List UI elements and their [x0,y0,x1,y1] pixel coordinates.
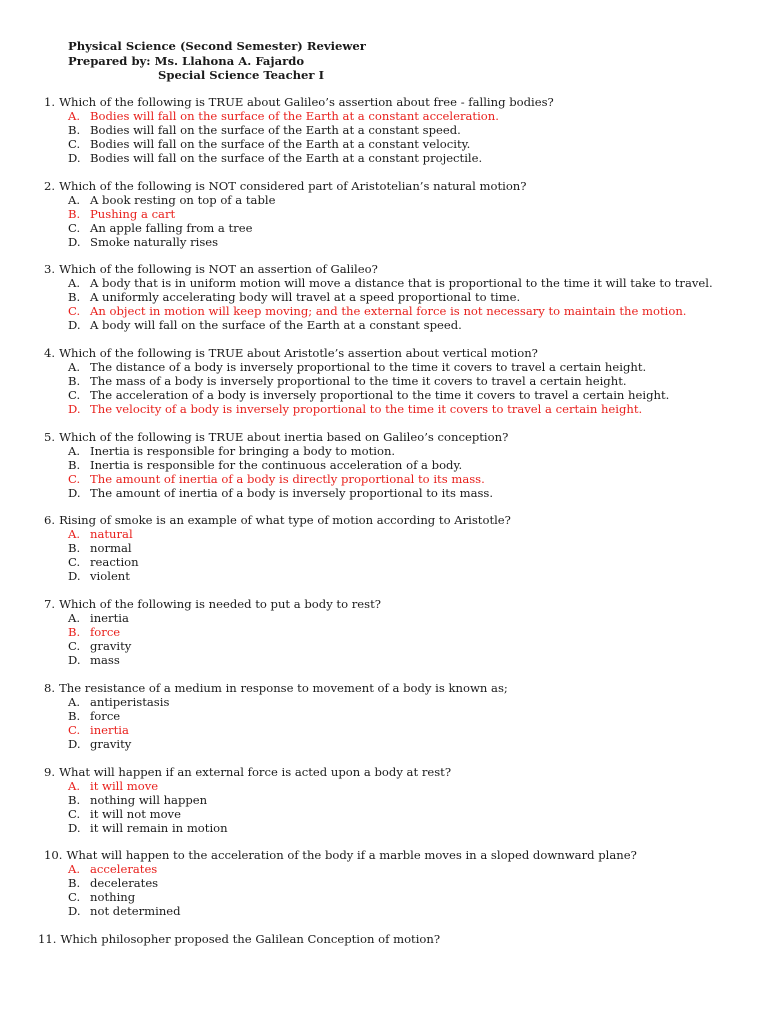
question-number: 5. [44,429,56,444]
option-letter: B. [68,374,81,389]
answer-option-correct [0,862,718,876]
option-text: antiperistasis [90,694,170,709]
option-letter: A. [68,611,81,626]
option-letter: B. [68,708,81,723]
option-letter: C. [68,388,81,403]
answer-option-correct [0,304,718,318]
option-text: it will not move [90,806,181,821]
question-item [0,430,768,500]
author-role: Special Science Teacher I [158,68,325,82]
answer-option [0,876,718,890]
question-stem [0,513,768,527]
option-text: The acceleration of a body is inversely proportional to the time it covers to travel a certain height. [90,388,670,403]
option-letter: A. [68,862,81,877]
option-text: nothing will happen [90,792,208,807]
option-text: A body will fall on the surface of the Earth at a constant speed. [90,318,462,333]
option-text: Inertia is responsible for bringing a body to motion. [90,443,396,458]
option-letter: D. [68,318,81,333]
answer-option-correct [0,779,718,793]
option-text: decelerates [90,876,159,891]
option-letter: D. [68,402,81,417]
option-letter: C. [68,722,81,737]
answer-option [0,695,718,709]
option-text: The velocity of a body is inversely proportional to the time it covers to travel a certain height. [90,402,643,417]
option-letter: C. [68,471,81,486]
author-line: Prepared by: Ms. Llahona A. Fajardo [68,53,305,68]
option-text: it will remain in motion [90,820,228,835]
answer-option [0,737,718,751]
option-letter: D. [68,736,81,751]
option-letter: C. [68,137,81,151]
option-letter: B. [68,541,81,556]
option-text: Bodies will fall on the surface of the Earth at a constant acceleration. [90,109,499,123]
option-text: inertia [90,722,129,737]
answer-option-correct [0,472,718,486]
answer-option [0,388,718,402]
option-letter: C. [68,304,81,319]
option-text: it will move [90,778,159,793]
option-text: Bodies will fall on the surface of the Earth at a constant projectile. [90,151,483,165]
question-number: 1. [44,95,56,109]
document-header [68,39,366,83]
question-stem [0,346,768,360]
question-stem [0,430,768,444]
option-text: An object in motion will keep moving; and the external force is not necessary to maintain the motion. [90,304,687,319]
question-text: The resistance of a medium in response to movement of a body is known as; [59,680,508,695]
option-letter: A. [68,109,81,123]
question-stem [0,262,768,276]
question-text: Which of the following is TRUE about Galileo’s assertion about free - falling bodies? [59,95,554,109]
answer-option [0,611,718,625]
option-letter: D. [68,234,81,249]
question-stem [0,95,768,109]
question-stem [0,848,768,862]
question-text: Which of the following is TRUE about Aristotle’s assertion about vertical motion? [59,346,538,361]
option-letter: D. [68,820,81,835]
answer-option [0,890,718,904]
question-item [0,95,768,165]
option-text: mass [90,653,120,668]
question-item [0,848,768,918]
question-number: 11. [38,931,57,946]
option-text: inertia [90,611,129,626]
question-item [0,932,768,946]
answer-option-correct [0,109,718,123]
option-letter: D. [68,569,81,584]
question-number: 4. [44,346,56,361]
answer-option [0,793,718,807]
question-item [0,179,768,249]
option-letter: A. [68,276,81,291]
answer-option [0,458,718,472]
question-item [0,513,768,583]
question-item [0,262,768,332]
answer-option [0,541,718,555]
question-text: Which of the following is needed to put a body to rest? [59,597,381,612]
option-text: The mass of a body is inversely proportional to the time it covers to travel a certain height. [90,374,627,389]
question-item [0,346,768,416]
option-letter: C. [68,555,81,570]
answer-option [0,137,718,151]
question-text: Which of the following is NOT an assertion of Galileo? [59,262,378,277]
question-number: 6. [44,513,56,528]
question-item [0,765,768,835]
question-text: What will happen if an external force is acted upon a body at rest? [59,764,452,779]
answer-option [0,235,718,249]
question-text: Which philosopher proposed the Galilean Conception of motion? [60,931,441,946]
question-text: Which of the following is TRUE about inertia based on Galileo’s conception? [59,429,509,444]
option-letter: B. [68,625,81,640]
option-text: Bodies will fall on the surface of the Earth at a constant velocity. [90,137,471,151]
option-text: normal [90,541,132,556]
option-letter: B. [68,290,81,305]
answer-option [0,360,718,374]
option-text: force [90,708,121,723]
option-letter: A. [68,694,81,709]
answer-option-correct [0,207,718,221]
option-text: Smoke naturally rises [90,234,219,249]
option-letter: D. [68,485,81,500]
question-stem [0,681,768,695]
answer-option [0,486,718,500]
question-number: 10. [44,848,63,863]
option-letter: B. [68,206,81,221]
answer-option [0,569,718,583]
answer-option [0,555,718,569]
option-text: force [90,625,121,640]
question-item [0,597,768,667]
question-stem [0,597,768,611]
option-text: nothing [90,890,136,905]
option-text: accelerates [90,862,158,877]
answer-option-correct [0,625,718,639]
question-text: Which of the following is NOT considered part of Aristotelian’s natural motion? [59,178,527,193]
option-text: Bodies will fall on the surface of the Earth at a constant speed. [90,123,461,137]
question-number: 3. [44,262,56,277]
answer-option-correct [0,402,718,416]
answer-option [0,639,718,653]
option-letter: A. [68,527,81,542]
answer-option [0,276,718,290]
option-text: violent [90,569,130,584]
question-number: 9. [44,764,56,779]
answer-option [0,444,718,458]
option-letter: B. [68,457,81,472]
option-letter: A. [68,778,81,793]
option-letter: D. [68,151,81,165]
answer-option [0,290,718,304]
option-text: The distance of a body is inversely proportional to the time it covers to travel a certain height. [90,360,647,375]
answer-option [0,193,718,207]
option-letter: D. [68,653,81,668]
answer-option [0,709,718,723]
option-text: not determined [90,904,181,919]
answer-option [0,821,718,835]
question-number: 2. [44,178,56,193]
option-text: An apple falling from a tree [90,220,253,235]
option-text: Pushing a cart [90,206,176,221]
option-text: natural [90,527,133,542]
answer-option [0,318,718,332]
answer-option [0,904,718,918]
option-text: reaction [90,555,139,570]
option-text: Inertia is responsible for the continuous acceleration of a body. [90,457,463,472]
question-stem [0,765,768,779]
answer-option-correct [0,527,718,541]
document-title: Physical Science (Second Semester) Reviewer [68,39,366,53]
option-letter: A. [68,360,81,375]
option-letter: C. [68,890,81,905]
answer-option-correct [0,723,718,737]
option-text: The amount of inertia of a body is directly proportional to its mass. [90,471,485,486]
answer-option [0,123,718,137]
answer-option [0,653,718,667]
option-letter: B. [68,792,81,807]
option-letter: C. [68,806,81,821]
option-letter: A. [68,443,81,458]
question-item [0,681,768,751]
option-letter: B. [68,123,81,137]
question-text: What will happen to the acceleration of the body if a marble moves in a sloped downward plane? [66,848,637,863]
option-letter: C. [68,639,81,654]
question-stem [0,179,768,193]
question-number: 7. [44,597,56,612]
option-text: gravity [90,639,132,654]
option-text: A body that is in uniform motion will move a distance that is proportional to the time it will take to travel. [90,276,713,291]
answer-option [0,807,718,821]
option-letter: D. [68,904,81,919]
question-stem [0,932,768,946]
option-letter: A. [68,192,81,207]
question-list [0,95,768,960]
answer-option [0,221,718,235]
answer-option [0,151,718,165]
option-text: The amount of inertia of a body is inversely proportional to its mass. [90,485,494,500]
option-text: gravity [90,736,132,751]
option-letter: B. [68,876,81,891]
question-text: Rising of smoke is an example of what type of motion according to Aristotle? [59,513,511,528]
option-letter: C. [68,220,81,235]
answer-option [0,374,718,388]
option-text: A uniformly accelerating body will travel at a speed proportional to time. [90,290,521,305]
option-text: A book resting on top of a table [90,192,276,207]
question-number: 8. [44,680,56,695]
